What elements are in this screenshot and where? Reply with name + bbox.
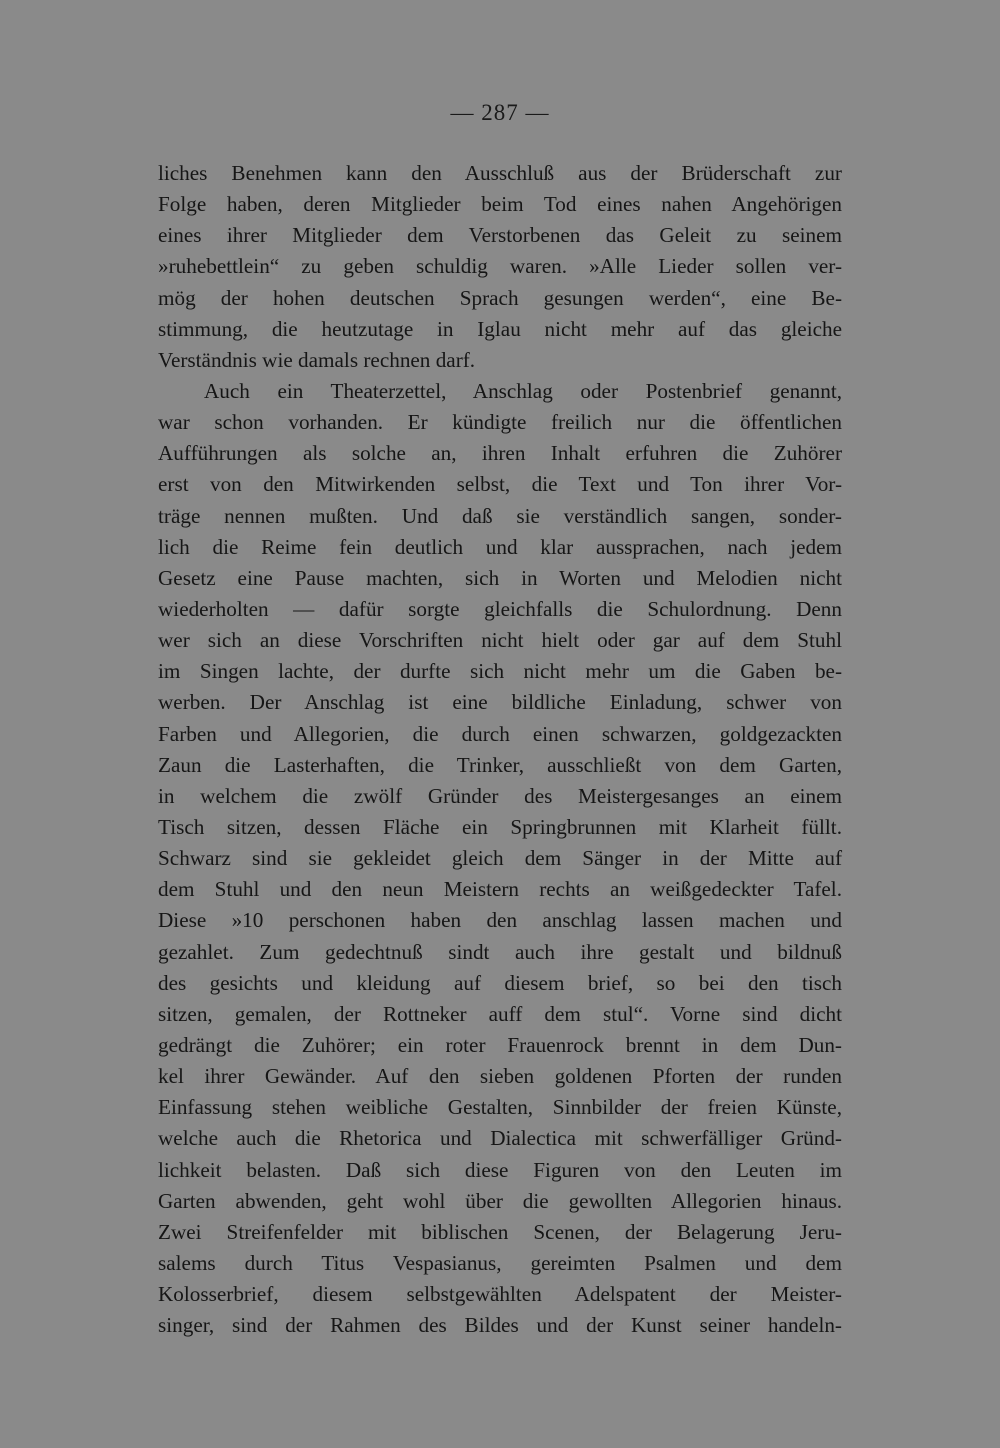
page-number: — 287 — (450, 100, 550, 125)
text-line: mög der hohen deutschen Sprach gesungen werden“, eine Be- (158, 285, 842, 310)
text-line: wer sich an diese Vorschriften nicht hielt oder gar auf dem Stuhl (158, 628, 842, 653)
paragraph-1 (158, 158, 842, 376)
text-line: Einfassung stehen weibliche Gestalten, Sinnbilder der freien Künste, (158, 1095, 842, 1120)
text-line: sitzen, gemalen, der Rottneker auff dem stul“. Vorne sind dicht (158, 1001, 842, 1026)
paragraph-2 (158, 376, 842, 1341)
text-line: Aufführungen als solche an, ihren Inhalt erfuhren die Zuhörer (158, 441, 842, 466)
text-line: singer, sind der Rahmen des Bildes und der Kunst seiner handeln- (158, 1313, 842, 1338)
text-line: stimmung, die heutzutage in Iglau nicht mehr auf das gleiche (158, 316, 842, 341)
text-line: welche auch die Rhetorica und Dialectica mit schwerfälliger Gründ- (158, 1126, 842, 1151)
text-line: gedrängt die Zuhörer; ein roter Frauenrock brennt in dem Dun- (158, 1032, 842, 1057)
text-line: kel ihrer Gewänder. Auf den sieben goldenen Pforten der runden (158, 1064, 842, 1089)
text-line: träge nennen mußten. Und daß sie verständlich sangen, sonder- (158, 503, 842, 528)
body-text (158, 158, 842, 1341)
text-line: Tisch sitzen, dessen Fläche ein Springbrunnen mit Klarheit füllt. (158, 814, 842, 839)
text-line: werben. Der Anschlag ist eine bildliche Einladung, schwer von (158, 690, 842, 715)
text-line: eines ihrer Mitglieder dem Verstorbenen das Geleit zu seinem (158, 223, 842, 248)
text-line: Garten abwenden, geht wohl über die gewollten Allegorien hinaus. (158, 1188, 842, 1213)
text-line: Kolosserbrief, diesem selbstgewählten Adelspatent der Meister- (158, 1282, 842, 1307)
text-line: in welchem die zwölf Gründer des Meistergesanges an einem (158, 783, 842, 808)
text-line: Folge haben, deren Mitglieder beim Tod eines nahen Angehörigen (158, 192, 842, 217)
text-line: Zwei Streifenfelder mit biblischen Scenen, der Belagerung Jeru- (158, 1219, 842, 1244)
text-line: im Singen lachte, der durfte sich nicht mehr um die Gaben be- (158, 659, 842, 684)
text-line: Auch ein Theaterzettel, Anschlag oder Postenbrief genannt, (204, 378, 842, 403)
text-line: war schon vorhanden. Er kündigte freilich nur die öffentlichen (158, 410, 842, 435)
text-line: Schwarz sind sie gekleidet gleich dem Sänger in der Mitte auf (158, 846, 842, 871)
text-line: Zaun die Lasterhaften, die Trinker, ausschließt von dem Garten, (158, 752, 842, 777)
text-line: erst von den Mitwirkenden selbst, die Text und Ton ihrer Vor- (158, 472, 842, 497)
text-line: Verständnis wie damals rechnen darf. (158, 347, 476, 372)
text-line: dem Stuhl und den neun Meistern rechts an weißgedeckter Tafel. (158, 877, 842, 902)
text-line: liches Benehmen kann den Ausschluß aus der Brüderschaft zur (158, 161, 842, 185)
text-line: gezahlet. Zum gedechtnuß sindt auch ihre gestalt und bildnuß (158, 939, 842, 964)
text-line: »ruhebettlein“ zu geben schuldig waren. »Alle Lieder sollen ver- (158, 254, 842, 279)
text-line: wiederholten — dafür sorgte gleichfalls die Schulordnung. Denn (158, 596, 842, 621)
text-line: salems durch Titus Vespasianus, gereimten Psalmen und dem (158, 1250, 842, 1275)
text-line: lich die Reime fein deutlich und klar aussprachen, nach jedem (158, 534, 842, 559)
text-line: lichkeit belasten. Daß sich diese Figuren von den Leuten im (158, 1157, 842, 1182)
text-line: Gesetz eine Pause machten, sich in Worten und Melodien nicht (158, 565, 842, 590)
text-line: Diese »10 perschonen haben den anschlag lassen machen und (158, 908, 842, 933)
text-line: Farben und Allegorien, die durch einen schwarzen, goldgezackten (158, 721, 842, 746)
text-line: des gesichts und kleidung auf diesem brief, so bei den tisch (158, 970, 842, 995)
